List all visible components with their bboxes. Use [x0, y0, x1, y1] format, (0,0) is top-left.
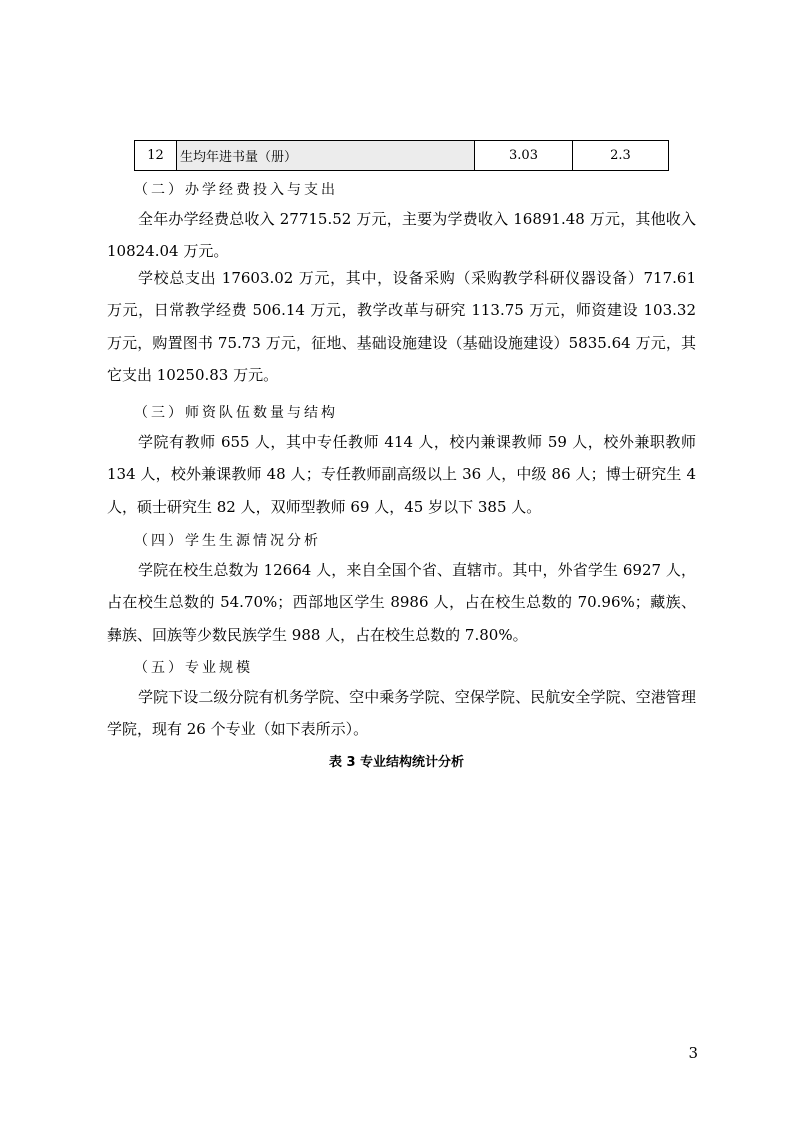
paragraph-faculty: 学院有教师 655 人，其中专任教师 414 人，校内兼课教师 59 人，校外兼职教师 134 人，校外兼课教师 48 人；专任教师副高级以上 36 人，中级 86 人；博士研究生 4 人，硕士研究生 82 人，双师型教师 69 人，45 岁以下 385 人。 — [107, 433, 696, 516]
section-heading-funding: （二）办学经费投入与支出 — [134, 182, 338, 198]
row-value-a: 3.03 — [475, 141, 573, 171]
paragraph-students: 学院在校生总数为 12664 人，来自全国个省、直辖市。其中，外省学生 6927 人，占在校生总数的 54.70%；西部地区学生 8986 人，占在校生总数的 70.96%；藏族、彝族、回族等少数民族学生 988 人，占在校生总数的 7.80%。 — [107, 561, 696, 644]
row-value-b: 2.3 — [573, 141, 669, 171]
stats-table-row — [134, 140, 669, 171]
section-heading-faculty: （三）师资队伍数量与结构 — [134, 405, 338, 421]
row-item: 生均年进书量（册） — [177, 141, 475, 171]
row-number: 12 — [135, 141, 177, 171]
paragraph-majors: 学院下设二级分院有机务学院、空中乘务学院、空保学院、民航安全学院、空港管理学院，现有 26 个专业（如下表所示）。 — [107, 688, 696, 739]
table-row — [135, 141, 669, 171]
section-heading-majors: （五）专业规模 — [134, 660, 253, 676]
paragraph-expenditure: 学校总支出 17603.02 万元，其中，设备采购（采购教学科研仪器设备）717.61 万元，日常教学经费 506.14 万元，教学改革与研究 113.75 万元，师资建设 103.32 万元，购置图书 75.73 万元，征地、基础设施建设（基础设施建设）5835.64 万元，其它支出 10250.83 万元。 — [107, 269, 696, 384]
page-number: 3 — [688, 1044, 698, 1062]
table-caption: 表 3 专业结构统计分析 — [328, 755, 465, 770]
section-heading-students: （四）学生生源情况分析 — [134, 533, 321, 549]
paragraph-income: 全年办学经费总收入 27715.52 万元，主要为学费收入 16891.48 万元，其他收入 10824.04 万元。 — [107, 210, 696, 261]
